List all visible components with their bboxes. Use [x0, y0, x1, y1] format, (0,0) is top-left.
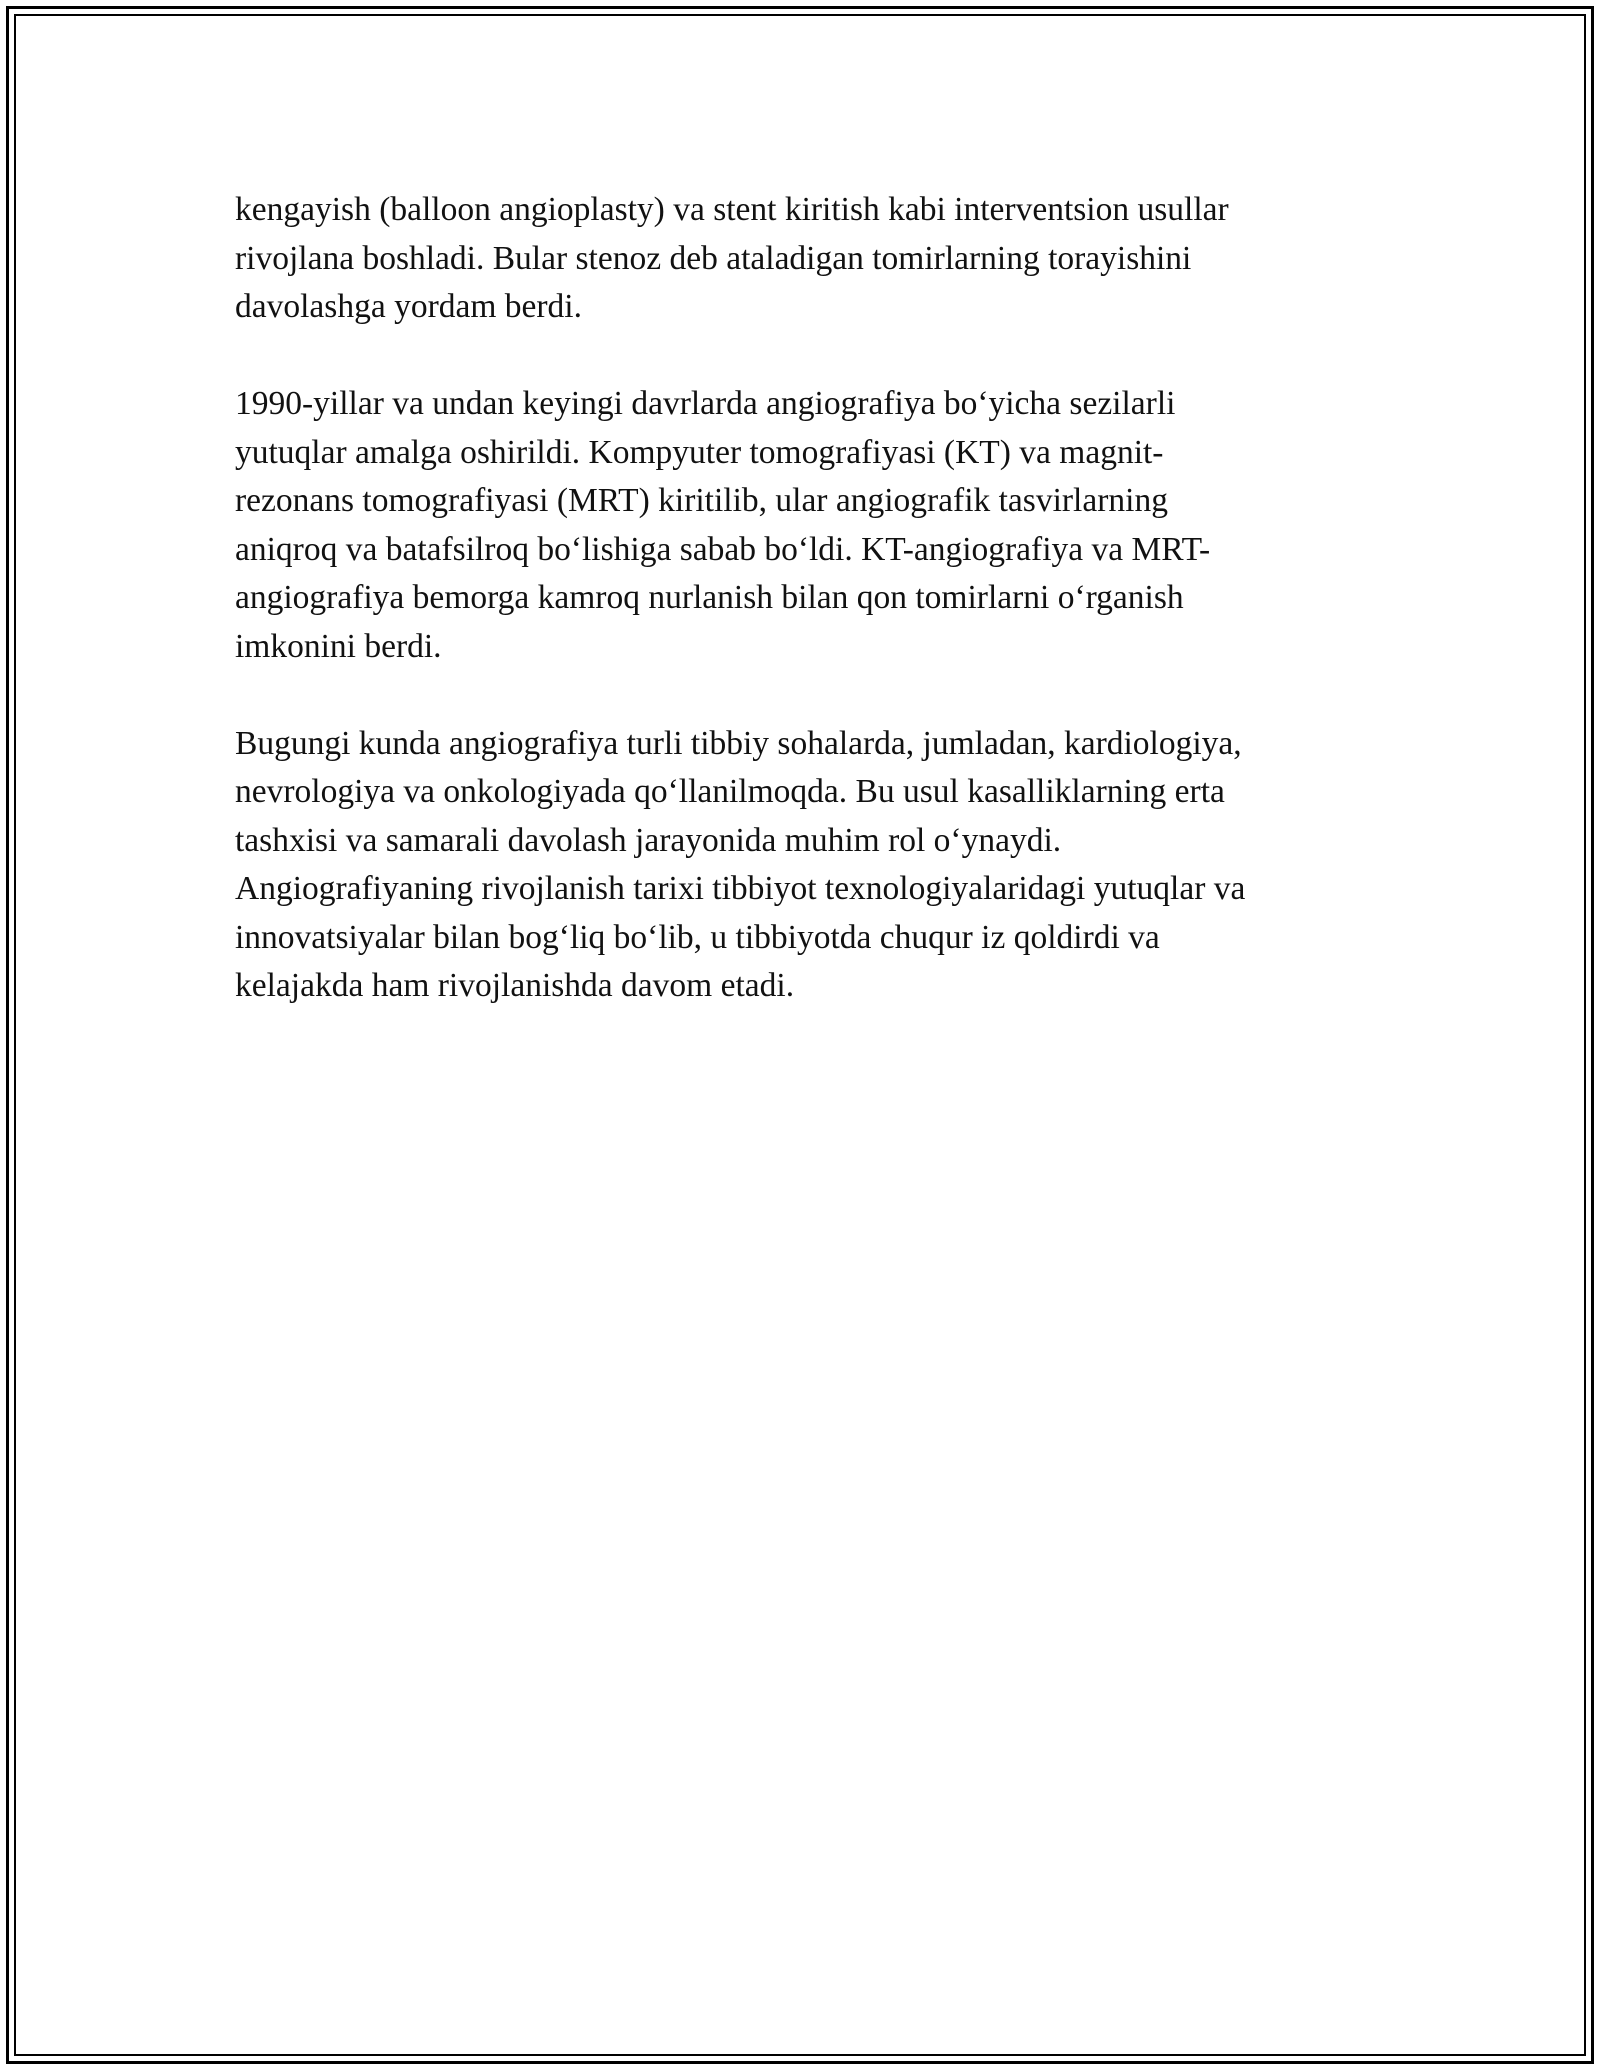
paragraph-line: 1990-yillar va undan keyingi davrlarda angiografiya bo‘yicha sezilarli	[235, 385, 1176, 422]
paragraph-line: davolashga yordam berdi.	[235, 288, 582, 325]
paragraph-line: aniqroq va batafsilroq bo‘lishiga sabab bo‘ldi. KT-angiografiya va MRT-	[235, 530, 1211, 568]
paragraph-line: rezonans tomografiyasi (MRT) kiritilib, ular angiografik tasvirlarning	[235, 482, 1168, 519]
paragraph-line: innovatsiyalar bilan bog‘liq bo‘lib, u tibbiyotda chuqur iz qoldirdi va	[235, 918, 1160, 956]
paragraph-line: nevrologiya va onkologiyada qo‘llanilmoqda. Bu usul kasalliklarning erta	[235, 773, 1225, 810]
paragraph-line: Angiografiyaning rivojlanish tarixi tibbiyot texnologiyalaridagi yutuqlar va	[235, 870, 1246, 907]
paragraph-spacer	[235, 332, 1370, 381]
paragraph-1	[235, 186, 1370, 332]
paragraph-2	[235, 380, 1370, 671]
paragraph-line: yutuqlar amalga oshirildi. Kompyuter tomografiyasi (KT) va magnit-	[235, 433, 1164, 471]
paragraph-3	[235, 720, 1370, 1011]
paragraph-line: Bugungi kunda angiografiya turli tibbiy sohalarda, jumladan, kardiologiya,	[235, 724, 1242, 762]
paragraph-line: imkonini berdi.	[235, 627, 442, 665]
paragraph-line: angiografiya bemorga kamroq nurlanish bilan qon tomirlarni o‘rganish	[235, 579, 1184, 616]
paragraph-spacer	[235, 671, 1370, 720]
document-body	[235, 186, 1370, 1011]
paragraph-line: kengayish (balloon angioplasty) va stent kiritish kabi interventsion usullar	[235, 191, 1229, 228]
paragraph-line: kelajakda ham rivojlanishda davom etadi.	[235, 967, 795, 1004]
paragraph-line: tashxisi va samarali davolash jarayonida muhim rol o‘ynaydi.	[235, 821, 1062, 859]
paragraph-line: rivojlana boshladi. Bular stenoz deb ataladigan tomirlarning torayishini	[235, 239, 1192, 277]
